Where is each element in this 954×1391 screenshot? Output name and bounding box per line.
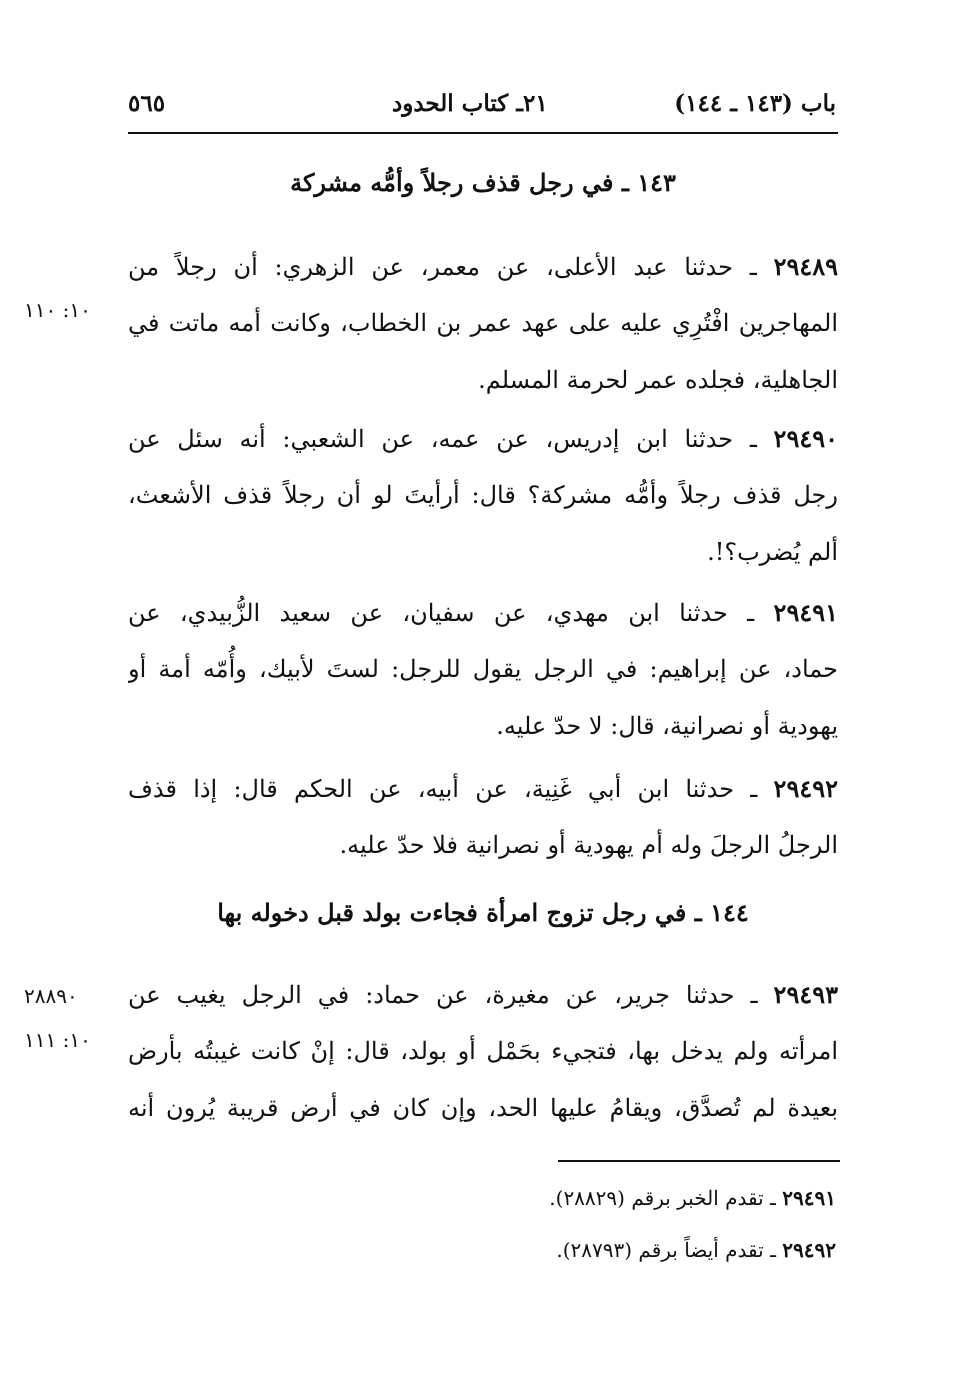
paragraph-text: ـ حدثنا ابن إدريس، عن عمه، عن الشعبي: أنه سئل عن xyxy=(128,425,774,453)
paragraph-line xyxy=(128,760,838,817)
paragraph-line: رجل قذف رجلاً وأمُّه مشركة؟ قال: أرأيتَ لو أن رجلاً قذف الأشعث، xyxy=(128,481,838,509)
paragraph-text: ـ حدثنا ابن مهدي، عن سفيان، عن سعيد الزُّبيدي، عن xyxy=(128,599,774,627)
paragraph-line: امرأته ولم يدخل بها، فتجيء بحَمْل أو بولد، قال: إنْ كانت غيبتُه بأرض xyxy=(128,1037,838,1065)
chapter-heading-144: ١٤٤ ـ في رجل تزوج امرأة فجاءت بولد قبل دخوله بها xyxy=(217,898,749,927)
paragraph-line: الجاهلية، فجلده عمر لحرمة المسلم. xyxy=(478,366,838,394)
header-page-number: ٥٦٥ xyxy=(128,90,166,117)
chapter-heading-143: ١٤٣ ـ في رجل قذف رجلاً وأمُّه مشركة xyxy=(290,168,676,197)
footnote-rule xyxy=(558,1160,840,1162)
paragraph-line xyxy=(128,410,838,467)
hadith-number: ٢٩٤٩١ xyxy=(773,598,838,627)
footnote-number: ٢٩٤٩٢ xyxy=(782,1238,836,1262)
header-section-range: باب (١٤٣ ـ ١٤٤) xyxy=(674,90,836,117)
paragraph-line: بعيدة لم تُصدَّق، ويقامُ عليها الحد، وإن كان في أرض قريبة يُرون أنه xyxy=(128,1094,838,1122)
hadith-number: ٢٩٤٨٩ xyxy=(773,252,838,281)
hadith-29489 xyxy=(128,238,838,409)
paragraph-line: المهاجرين افْتُرِي عليه على عهد عمر بن الخطاب، وكانت أمه ماتت في xyxy=(128,309,838,337)
hadith-29493 xyxy=(128,966,838,1137)
footnote-number: ٢٩٤٩١ xyxy=(782,1186,836,1210)
header-rule xyxy=(128,132,838,134)
paragraph-line: الرجلُ الرجلَ وله أم يهودية أو نصرانية فلا حدّ عليه. xyxy=(339,831,838,859)
margin-reference: ١٠: ١١١ xyxy=(24,1028,91,1052)
paragraph-line xyxy=(128,584,838,641)
paragraph-line: يهودية أو نصرانية، قال: لا حدّ عليه. xyxy=(496,712,838,740)
hadith-29492 xyxy=(128,760,838,874)
footnote-29491 xyxy=(549,1186,836,1210)
margin-reference: ١٠: ١١٠ xyxy=(24,298,91,322)
footnote-text: ـ تقدم أيضاً برقم (٢٨٧٩٣). xyxy=(556,1238,783,1262)
paragraph-line: ألم يُضرب؟!. xyxy=(707,538,838,566)
margin-reference: ٢٨٨٩٠ xyxy=(24,984,78,1008)
paragraph-text: ـ حدثنا عبد الأعلى، عن معمر، عن الزهري: أن رجلاً من xyxy=(128,253,774,281)
paragraph-line xyxy=(128,966,838,1023)
paragraph-line: حماد، عن إبراهيم: في الرجل يقول للرجل: لستَ لأبيك، وأُمّه أمة أو xyxy=(128,655,838,683)
paragraph-text: ـ حدثنا جرير، عن مغيرة، عن حماد: في الرجل يغيب عن xyxy=(128,981,774,1009)
hadith-29490 xyxy=(128,410,838,581)
hadith-29491 xyxy=(128,584,838,755)
header-book-title: ٢١ـ كتاب الحدود xyxy=(392,90,548,117)
footnote-text: ـ تقدم الخبر برقم (٢٨٨٢٩). xyxy=(549,1186,783,1210)
paragraph-text: ـ حدثنا ابن أبي غَنِية، عن أبيه، عن الحكم قال: إذا قذف xyxy=(128,775,774,803)
hadith-number: ٢٩٤٩٣ xyxy=(773,980,838,1009)
footnote-29492 xyxy=(556,1238,836,1262)
hadith-number: ٢٩٤٩٢ xyxy=(773,774,838,803)
hadith-number: ٢٩٤٩٠ xyxy=(773,424,838,453)
paragraph-line xyxy=(128,238,838,295)
